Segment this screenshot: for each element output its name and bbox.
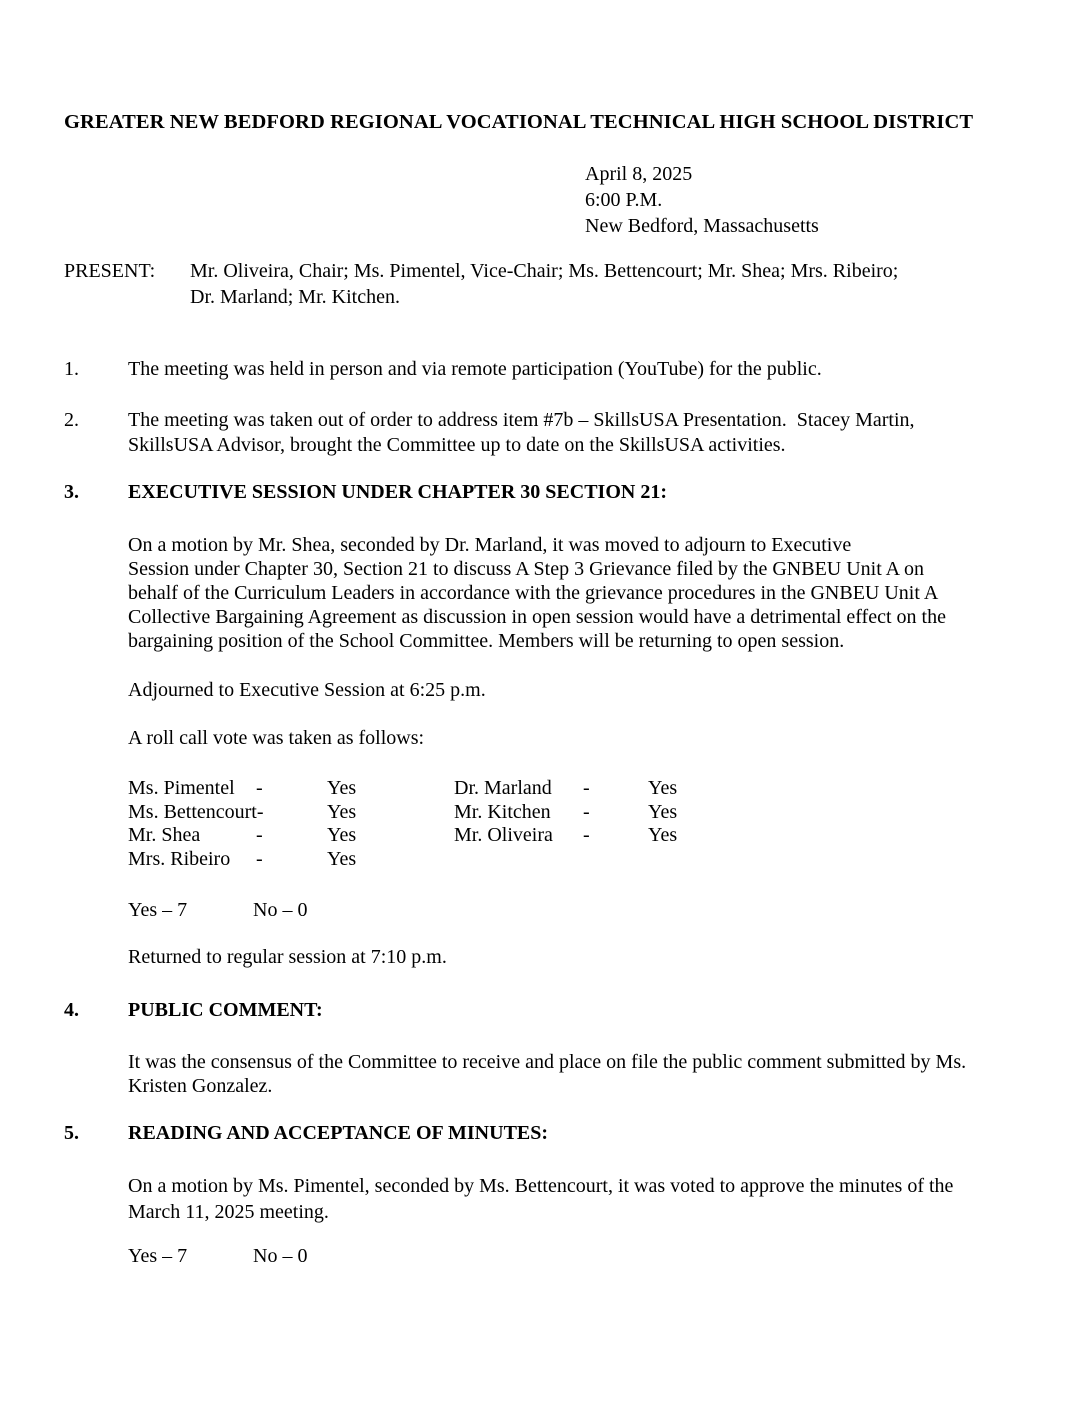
vote-dash: - [583, 777, 590, 799]
item-2-text-line: SkillsUSA Advisor, brought the Committee up to date on the SkillsUSA activities. [128, 434, 786, 456]
adjourned-statement: Adjourned to Executive Session at 6:25 p.m. [128, 679, 486, 701]
voter-name: Mr. Shea [128, 824, 201, 846]
tally-yes: Yes – 7 [128, 899, 188, 921]
vote-dash: - [256, 847, 263, 870]
present-names [190, 258, 898, 310]
item-3-number: 3. [64, 481, 79, 503]
agenda-item-4-heading [64, 998, 323, 1023]
item-4-paragraph [128, 1050, 966, 1098]
item-5-paragraph [128, 1173, 953, 1225]
item-5-vote-tally [128, 1244, 307, 1269]
item-5-text-line: March 11, 2025 meeting. [128, 1201, 329, 1223]
item-4-text-line: Kristen Gonzalez. [128, 1075, 273, 1097]
tally-yes: Yes – 7 [128, 1245, 188, 1267]
vote-dash: - [256, 777, 263, 799]
agenda-item-5-heading [64, 1121, 549, 1146]
meeting-time: 6:00 P.M. [585, 189, 663, 211]
item-4-number: 4. [64, 999, 79, 1021]
vote-dash: - [256, 824, 263, 846]
motion-line: bargaining position of the School Committee. Members will be returning to open session. [128, 630, 845, 652]
item-4-heading-text: PUBLIC COMMENT: [128, 999, 323, 1021]
vote-row [128, 848, 677, 872]
motion-line: On a motion by Mr. Shea, seconded by Dr. Marland, it was moved to adjourn to Executive [128, 534, 852, 556]
present-label: PRESENT: [64, 260, 156, 282]
vote-value: Yes [327, 777, 357, 799]
item-2-number: 2. [64, 409, 79, 431]
tally-no: No – 0 [253, 1245, 308, 1267]
roll-call-intro: A roll call vote was taken as follows: [128, 727, 425, 749]
agenda-item-3-heading [64, 480, 667, 505]
item-2-text-line: The meeting was taken out of order to address item #7b – SkillsUSA Presentation. Stacey Martin, [128, 409, 915, 431]
item-5-number: 5. [64, 1122, 79, 1144]
item-1-text: The meeting was held in person and via remote participation (YouTube) for the public. [128, 358, 822, 380]
voter-name: Mr. Oliveira [454, 824, 553, 846]
item-3-heading-text: EXECUTIVE SESSION UNDER CHAPTER 30 SECTION 21: [128, 481, 667, 503]
vote-value: Yes [327, 847, 357, 870]
returned-statement: Returned to regular session at 7:10 p.m. [128, 946, 447, 968]
vote-value: Yes [327, 824, 357, 846]
vote-row [128, 777, 677, 801]
item-5-heading-text: READING AND ACCEPTANCE OF MINUTES: [128, 1122, 549, 1144]
roll-call-vote-table [128, 777, 677, 871]
motion-line: behalf of the Curriculum Leaders in accordance with the grievance procedures in the GNBEU Unit A [128, 582, 939, 604]
vote-value: Yes [648, 824, 678, 846]
vote-value: Yes [327, 800, 357, 823]
vote-dash: - [583, 824, 590, 846]
item-3-vote-tally [128, 898, 307, 923]
voter-name: Dr. Marland [454, 777, 552, 799]
motion-line: Session under Chapter 30, Section 21 to discuss A Step 3 Grievance filed by the GNBEU Unit A on [128, 558, 925, 580]
agenda-item-2 [64, 408, 915, 458]
document-title: GREATER NEW BEDFORD REGIONAL VOCATIONAL TECHNICAL HIGH SCHOOL DISTRICT [64, 111, 974, 133]
meeting-location: New Bedford, Massachusetts [585, 215, 819, 237]
item-1-number: 1. [64, 358, 79, 380]
tally-no: No – 0 [253, 899, 308, 921]
meeting-info-block [585, 161, 819, 239]
item-5-text-line: On a motion by Ms. Pimentel, seconded by Ms. Bettencourt, it was voted to approve the minutes of the [128, 1175, 954, 1197]
meeting-date: April 8, 2025 [585, 163, 693, 185]
agenda-item-1 [64, 357, 822, 382]
present-names-line: Mr. Oliveira, Chair; Ms. Pimentel, Vice-Chair; Ms. Bettencourt; Mr. Shea; Mrs. Ribeiro; [190, 260, 899, 282]
voter-name: Mr. Kitchen [454, 800, 551, 823]
present-section [64, 258, 898, 310]
item-3-motion-paragraph [128, 533, 946, 653]
item-4-text-line: It was the consensus of the Committee to receive and place on file the public comment submitted by Ms. [128, 1051, 967, 1073]
voter-name: Mrs. Ribeiro [128, 847, 231, 870]
vote-row [128, 801, 677, 825]
present-names-line: Dr. Marland; Mr. Kitchen. [190, 286, 400, 308]
vote-value: Yes [648, 777, 678, 799]
vote-value: Yes [648, 800, 678, 823]
voter-name: Ms. Bettencourt- [128, 800, 264, 823]
voter-name: Ms. Pimentel [128, 777, 235, 799]
vote-dash: - [583, 800, 590, 823]
vote-row [128, 824, 677, 848]
motion-line: Collective Bargaining Agreement as discussion in open session would have a detrimental effect on the [128, 606, 946, 628]
